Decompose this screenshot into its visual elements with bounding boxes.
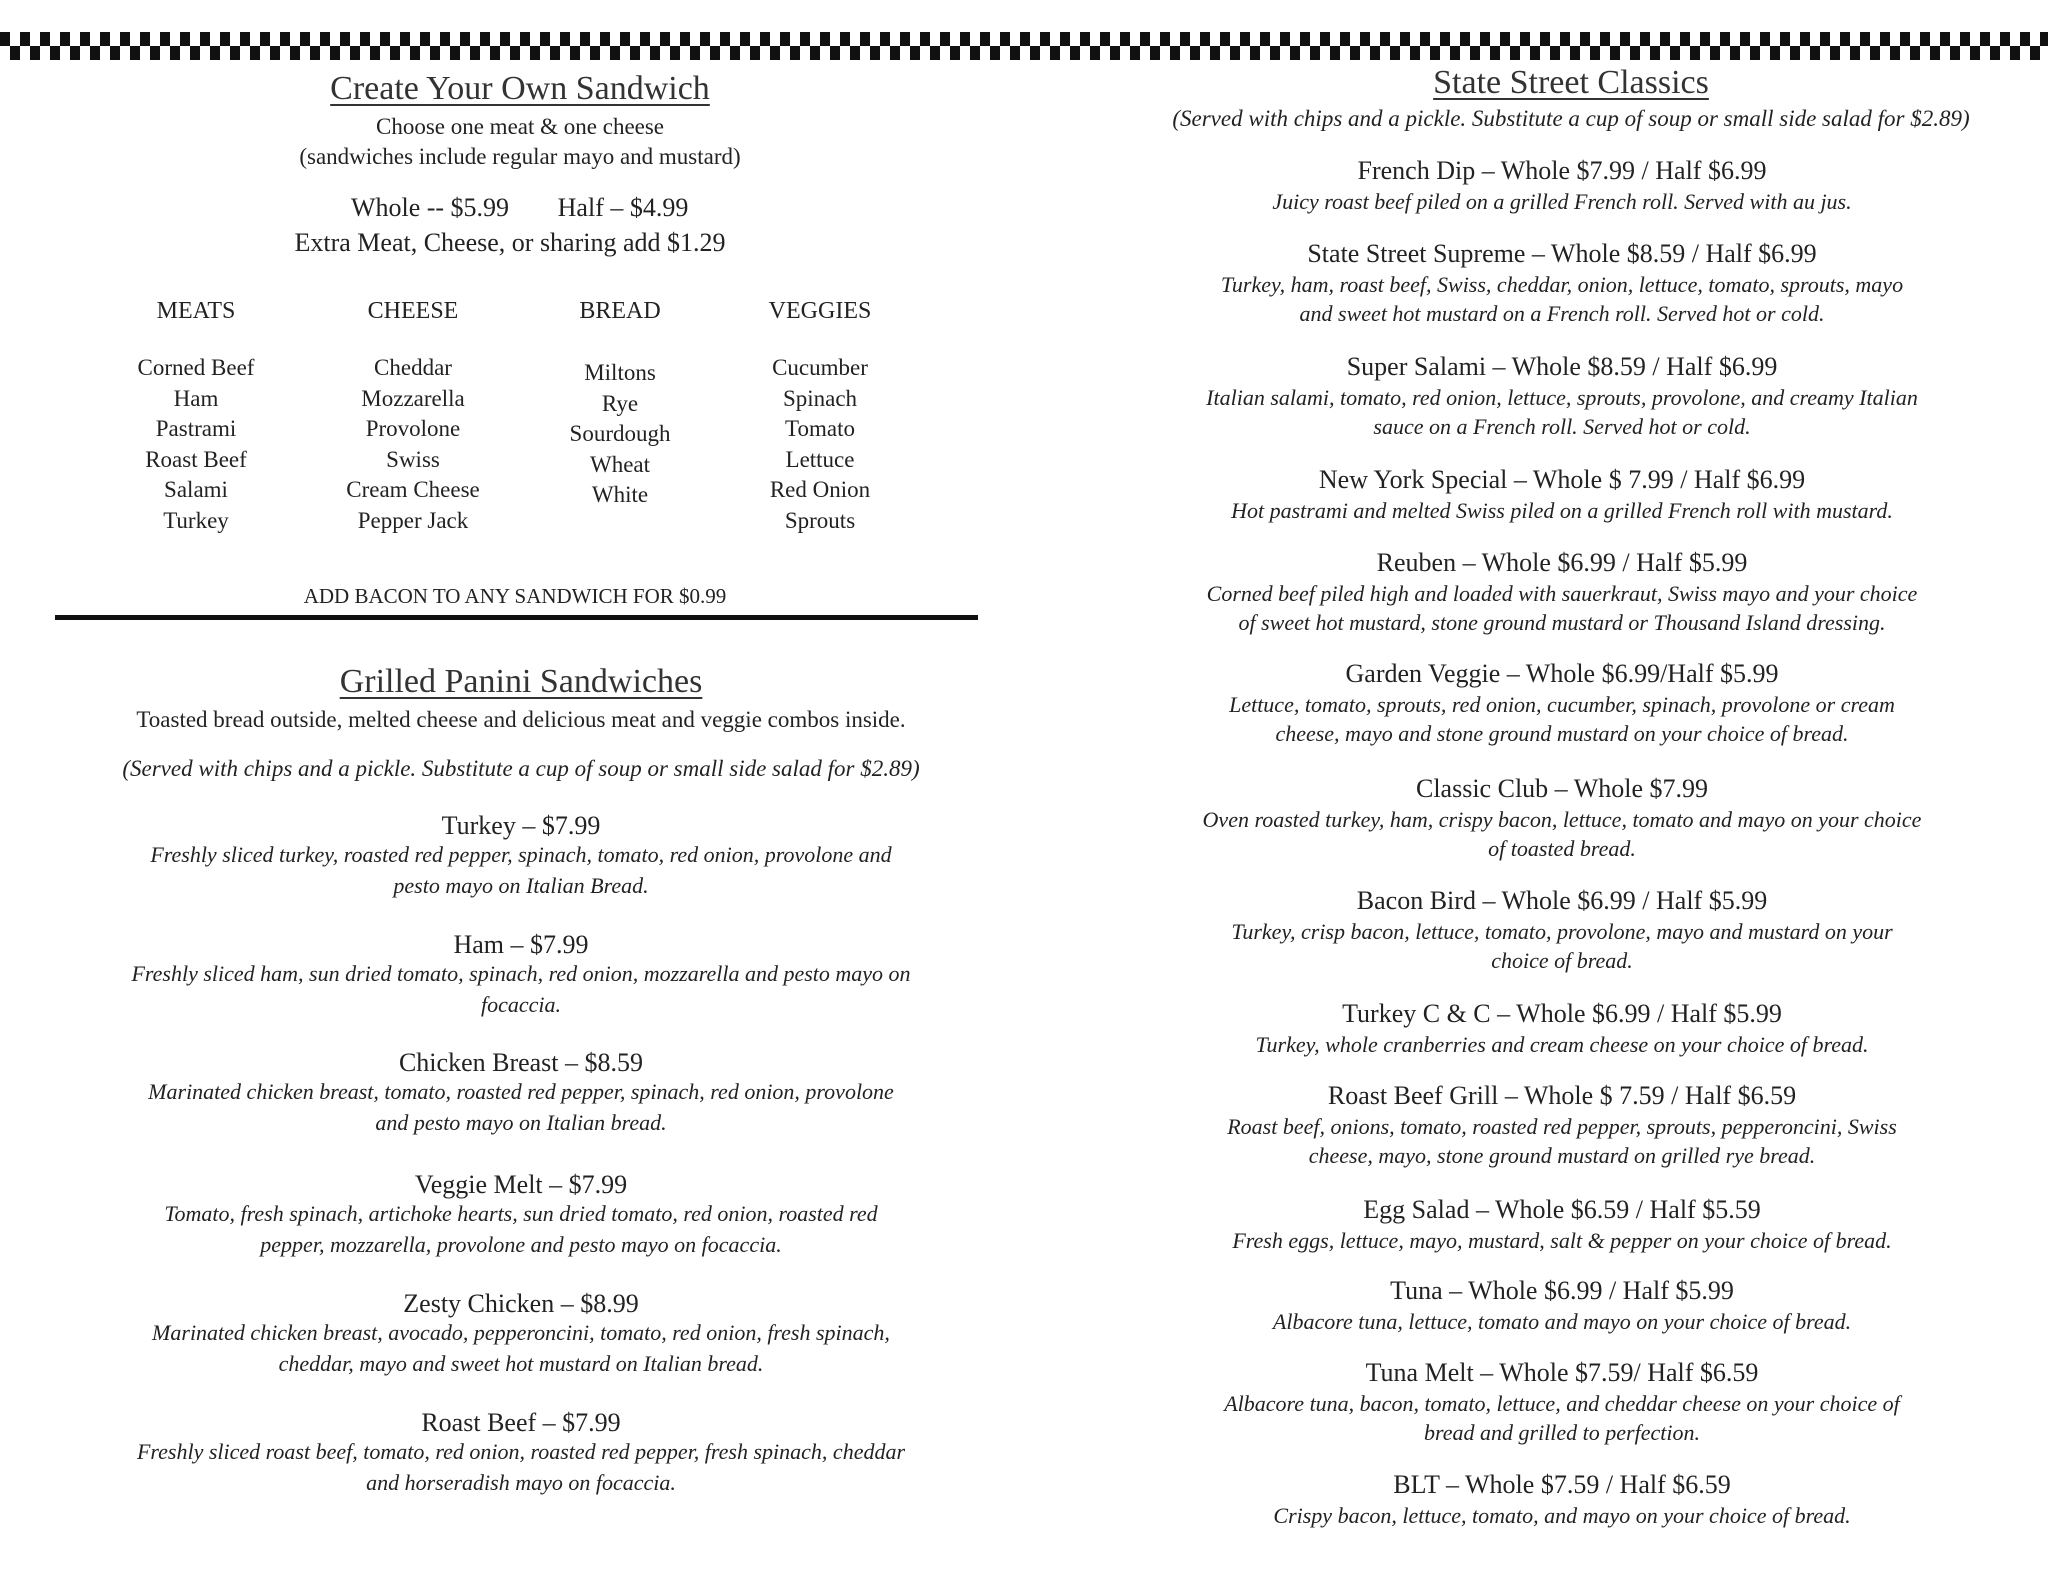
bacon-note: ADD BACON TO ANY SANDWICH FOR $0.99 (303, 584, 727, 608)
menu-item-title: Ham – $7.99 (453, 930, 589, 959)
divider (55, 615, 978, 620)
menu-item-description: Juicy roast beef piled on a grilled French roll. Served with au jus. (1272, 189, 1852, 214)
menu-item-description: Albacore tuna, lettuce, tomato and mayo on your choice of bread. (1272, 1309, 1852, 1334)
menu-item-description: Marinated chicken breast, avocado, pepperoncini, tomato, red onion, fresh spinach, (152, 1320, 890, 1345)
menu-item-description: Freshly sliced ham, sun dried tomato, spinach, red onion, mozzarella and pesto mayo on (131, 961, 911, 986)
menu-item-title: BLT – Whole $7.59 / Half $6.59 (1393, 1470, 1731, 1499)
ingredient-item: Mozzarella (361, 385, 465, 411)
section-title-panini: Grilled Panini Sandwiches (339, 663, 703, 700)
menu-item-description: Marinated chicken breast, tomato, roasted red pepper, spinach, red onion, provolone (148, 1079, 894, 1104)
menu-item-description: Freshly sliced roast beef, tomato, red onion, roasted red pepper, fresh spinach, cheddar (136, 1439, 906, 1464)
extra-note: Extra Meat, Cheese, or sharing add $1.29 (294, 228, 726, 257)
menu-item-description: Corned beef piled high and loaded with sauerkraut, Swiss mayo and your choice (1206, 581, 1918, 606)
menu-item-description: Tomato, fresh spinach, artichoke hearts, sun dried tomato, red onion, roasted red (164, 1201, 878, 1226)
menu-item-title: Reuben – Whole $6.99 / Half $5.99 (1376, 548, 1748, 577)
column-header-bread: BREAD (579, 298, 661, 324)
menu-item-description: Fresh eggs, lettuce, mayo, mustard, salt & pepper on your choice of bread. (1232, 1228, 1892, 1253)
menu-item-title: Chicken Breast – $8.59 (398, 1048, 644, 1077)
menu-item-description: Albacore tuna, bacon, tomato, lettuce, and cheddar cheese on your choice of (1224, 1391, 1900, 1416)
menu-item-description: Italian salami, tomato, red onion, lettuce, sprouts, provolone, and creamy Italian (1206, 385, 1918, 410)
ingredient-item: Cheddar (374, 355, 452, 380)
ingredient-item: Salami (164, 477, 228, 502)
classics-served-note: (Served with chips and a pickle. Substitute a cup of soup or small side salad for $2.89) (1172, 106, 1970, 131)
menu-item-title: Veggie Melt – $7.99 (414, 1170, 628, 1199)
menu-item-description: Lettuce, tomato, sprouts, red onion, cucumber, spinach, provolone or cream (1229, 692, 1895, 717)
ingredient-item: Miltons (584, 360, 656, 385)
menu-item-description: and sweet hot mustard on a French roll. Served hot or cold. (1299, 301, 1825, 326)
ingredient-item: Corned Beef (137, 355, 255, 380)
column-header-veggies: VEGGIES (768, 298, 872, 324)
menu-item-description: cheese, mayo, stone ground mustard on grilled rye bread. (1308, 1143, 1816, 1168)
menu-item-title: Zesty Chicken – $8.99 (403, 1289, 639, 1318)
menu-item-description: pesto mayo on Italian Bread. (393, 873, 649, 898)
menu-item-description: pepper, mozzarella, provolone and pesto mayo on focaccia. (260, 1232, 782, 1257)
column-header-cheese: CHEESE (367, 298, 459, 324)
menu-item-description: bread and grilled to perfection. (1424, 1420, 1700, 1445)
menu-item-description: of toasted bread. (1488, 836, 1636, 861)
ingredient-item: Pepper Jack (357, 507, 469, 533)
section-title-create-your-own: Create Your Own Sandwich (330, 70, 710, 107)
subtitle-includes: (sandwiches include regular mayo and mustard) (299, 144, 741, 169)
ingredient-item: Roast Beef (145, 446, 247, 472)
ingredient-item: Sourdough (569, 421, 671, 446)
ingredient-item: Red Onion (769, 477, 871, 502)
menu-item-description: focaccia. (480, 992, 562, 1017)
menu-item-title: New York Special – Whole $ 7.99 / Half $6.99 (1318, 465, 1806, 494)
checkered-border (0, 32, 2048, 60)
ingredient-item: Cream Cheese (346, 477, 480, 502)
ingredient-item: Cucumber (772, 355, 868, 380)
menu-item-title: Tuna – Whole $6.99 / Half $5.99 (1390, 1276, 1734, 1305)
subtitle-choose: Choose one meat & one cheese (375, 114, 665, 139)
column-header-meats: MEATS (156, 298, 236, 324)
ingredient-item: Tomato (785, 416, 855, 441)
ingredient-item: Pastrami (155, 416, 237, 441)
menu-item-description: Crispy bacon, lettuce, tomato, and mayo on your choice of bread. (1273, 1503, 1851, 1528)
menu-item-description: Turkey, ham, roast beef, Swiss, cheddar, onion, lettuce, tomato, sprouts, mayo (1220, 272, 1904, 297)
menu-item-title: Egg Salad – Whole $6.59 / Half $5.59 (1363, 1195, 1761, 1224)
menu-item-title: Bacon Bird – Whole $6.99 / Half $5.99 (1356, 886, 1768, 915)
menu-item-title: Turkey – $7.99 (441, 811, 601, 840)
ingredient-item: Sprouts (784, 507, 856, 533)
menu-item-description: cheddar, mayo and sweet hot mustard on Italian bread. (278, 1351, 764, 1376)
whole-price: Whole -- $5.99 (350, 193, 510, 222)
half-price: Half – $4.99 (557, 193, 689, 222)
ingredient-item: Wheat (589, 451, 651, 477)
menu-item-title: Tuna Melt – Whole $7.59/ Half $6.59 (1365, 1358, 1759, 1387)
ingredient-item: Ham (173, 385, 219, 411)
ingredient-item: Swiss (386, 446, 440, 472)
menu-item-title: State Street Supreme – Whole $8.59 / Half $6.99 (1307, 239, 1817, 268)
ingredient-item: Lettuce (785, 446, 855, 472)
ingredient-item: Provolone (365, 416, 461, 441)
menu-item-description: cheese, mayo and stone ground mustard on your choice of bread. (1275, 721, 1849, 746)
menu-item-description: Freshly sliced turkey, roasted red pepper, spinach, tomato, red onion, provolone and (150, 842, 892, 867)
menu-item-title: Super Salami – Whole $8.59 / Half $6.99 (1346, 352, 1778, 381)
menu-item-description: Hot pastrami and melted Swiss piled on a grilled French roll with mustard. (1231, 498, 1893, 523)
menu-item-title: French Dip – Whole $7.99 / Half $6.99 (1357, 156, 1767, 185)
ingredient-item: Turkey (163, 507, 229, 533)
menu-item-description: Oven roasted turkey, ham, crispy bacon, lettuce, tomato and mayo on your choice (1202, 807, 1922, 832)
section-title-classics: State Street Classics (1433, 64, 1709, 101)
menu-item-description: and pesto mayo on Italian bread. (375, 1110, 667, 1135)
menu-item-description: Turkey, crisp bacon, lettuce, tomato, provolone, mayo and mustard on your (1231, 919, 1893, 944)
menu-item-title: Garden Veggie – Whole $6.99/Half $5.99 (1345, 659, 1779, 688)
ingredient-item: Rye (601, 390, 639, 416)
ingredient-item: White (591, 482, 649, 507)
menu-item-title: Roast Beef – $7.99 (421, 1408, 621, 1437)
menu-item-description: choice of bread. (1491, 948, 1633, 973)
menu-item-description: Turkey, whole cranberries and cream cheese on your choice of bread. (1255, 1032, 1869, 1057)
menu-item-description: and horseradish mayo on focaccia. (366, 1470, 676, 1495)
menu-item-description: Roast beef, onions, tomato, roasted red pepper, sprouts, pepperoncini, Swiss (1227, 1114, 1897, 1139)
panini-intro: Toasted bread outside, melted cheese and delicious meat and veggie combos inside. (136, 707, 906, 732)
menu-item-title: Turkey C & C – Whole $6.99 / Half $5.99 (1342, 999, 1782, 1028)
panini-served-note: (Served with chips and a pickle. Substitute a cup of soup or small side salad for $2.89) (122, 756, 920, 781)
menu-item-description: of sweet hot mustard, stone ground mustard or Thousand Island dressing. (1238, 610, 1886, 635)
menu-item-description: sauce on a French roll. Served hot or cold. (1373, 414, 1751, 439)
menu-item-title: Classic Club – Whole $7.99 (1415, 774, 1709, 803)
ingredient-item: Spinach (782, 385, 858, 411)
menu-item-title: Roast Beef Grill – Whole $ 7.59 / Half $6.59 (1327, 1081, 1797, 1110)
